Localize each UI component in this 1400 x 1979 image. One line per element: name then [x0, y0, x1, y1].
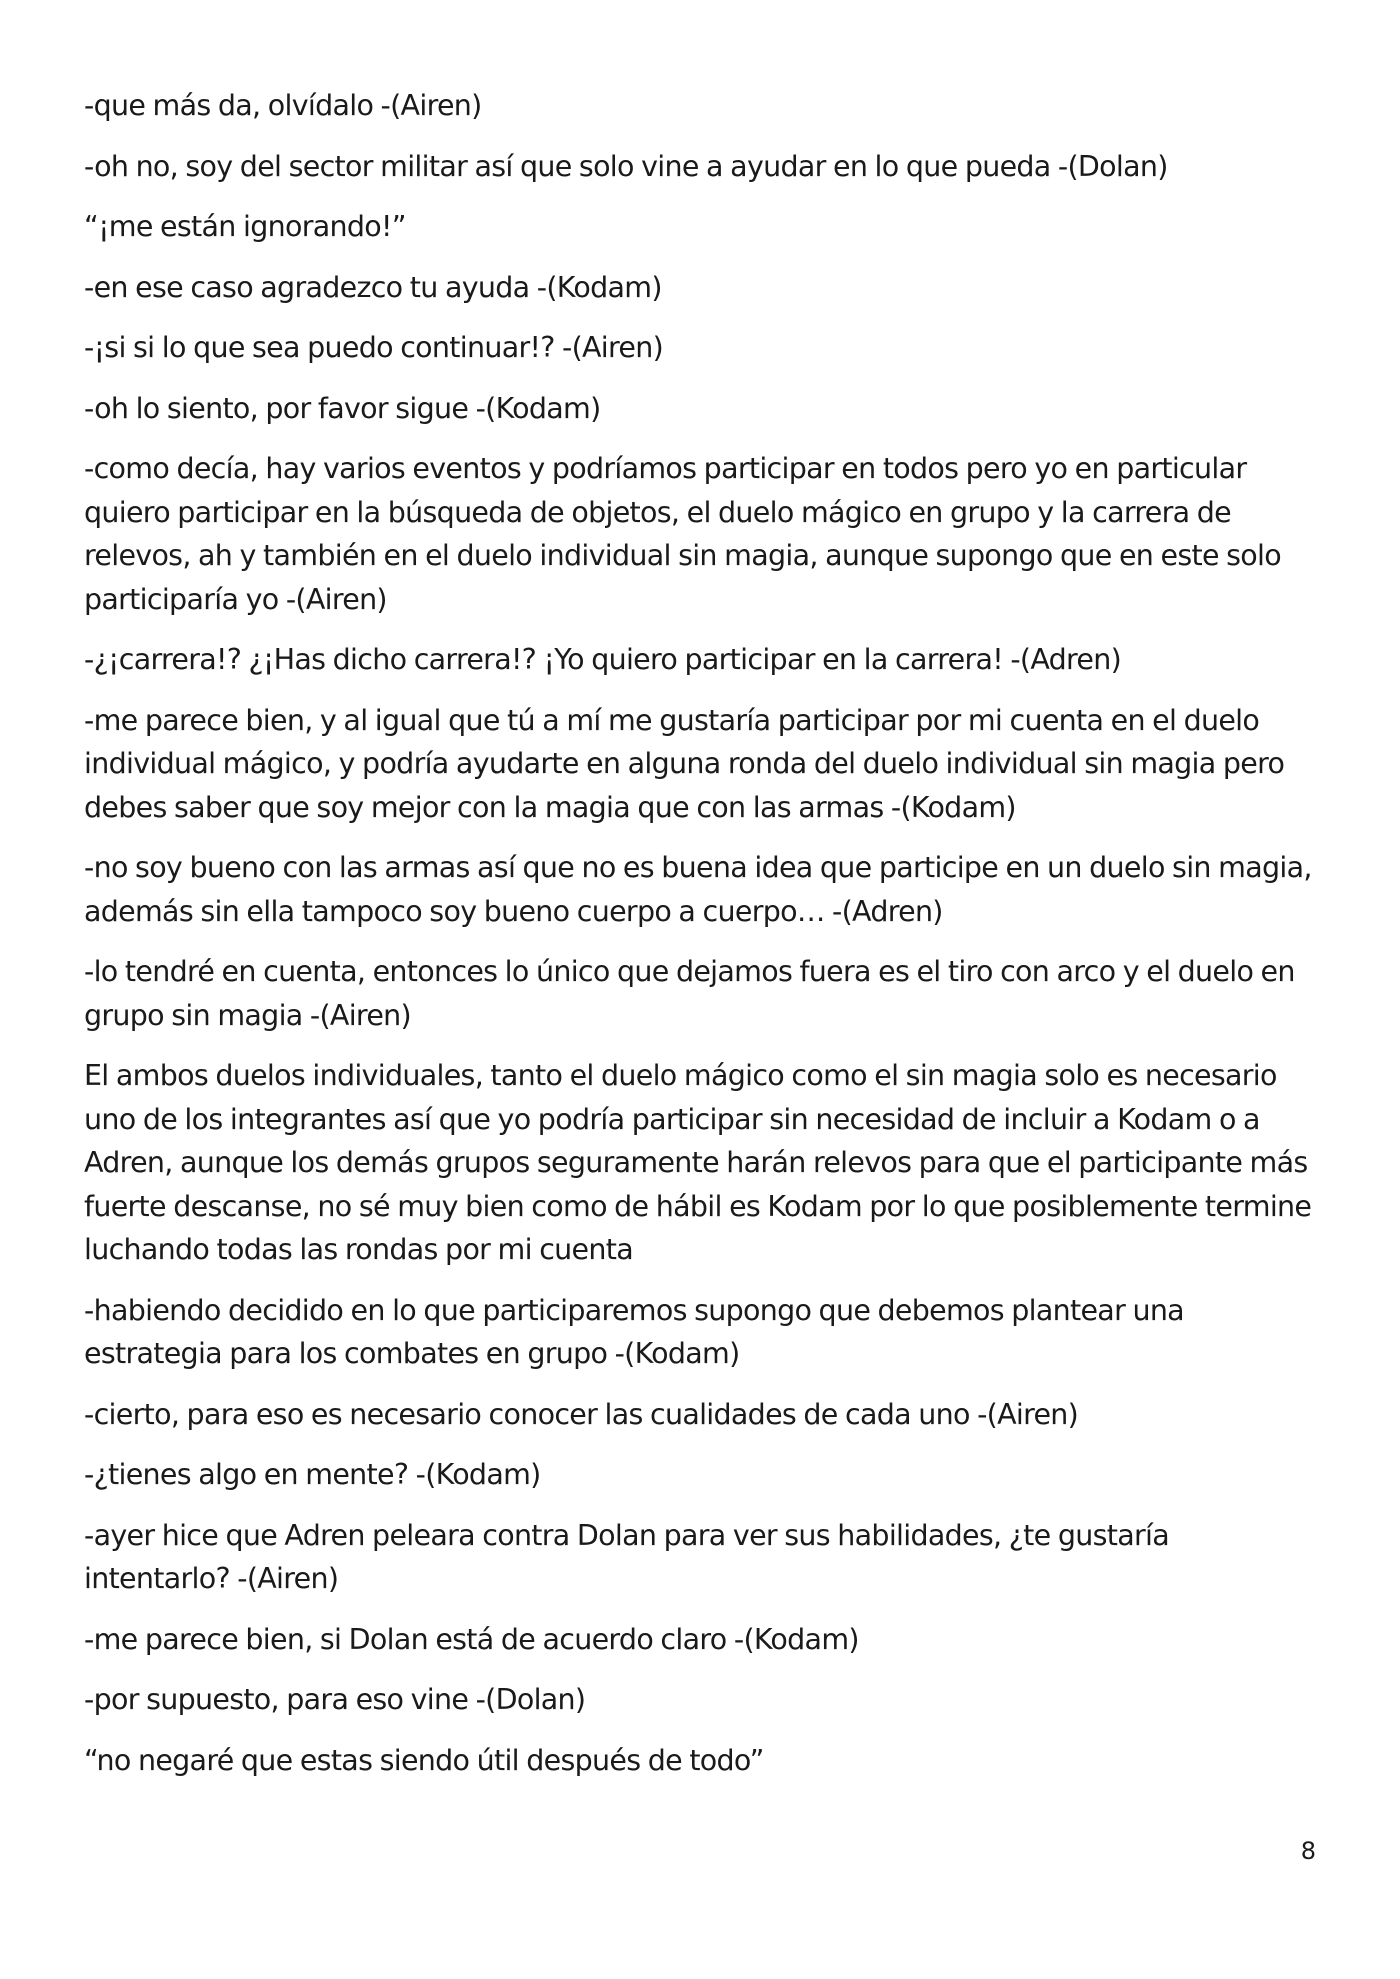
paragraph: -me parece bien, si Dolan está de acuerdo claro -(Kodam) — [84, 1622, 859, 1656]
paragraph: “¡me están ignorando!” — [84, 210, 406, 243]
page-number: 8 — [1300, 1837, 1316, 1865]
paragraph: -que más da, olvídalo -(Airen) — [84, 89, 482, 122]
page-body — [84, 84, 1316, 1799]
paragraph: -¿tienes algo en mente? -(Kodam) — [84, 1458, 541, 1491]
paragraph: -en ese caso agradezco tu ayuda -(Kodam) — [84, 270, 662, 304]
paragraph: -ayer hice que Adren peleara contra Dolan para ver sus habilidades, ¿te gustaría intentarlo? -(Airen) — [84, 1518, 1169, 1595]
paragraph: -como decía, hay varios eventos y podríamos participar en todos pero yo en particular quiero participar en la búsqueda de objetos, el duelo mágico en grupo y la carrera de relevos, ah y también en el duelo individual sin magia, aunque supongo que en este solo participaría yo -(Airen) — [84, 452, 1281, 616]
paragraph: -lo tendré en cuenta, entonces lo único que dejamos fuera es el tiro con arco y el duelo en grupo sin magia -(Airen) — [84, 955, 1295, 1032]
paragraph: -me parece bien, y al igual que tú a mí me gustaría participar por mi cuenta en el duelo individual mágico, y podría ayudarte en alguna ronda del duelo individual sin magia pero debes saber que soy mejor con la magia que con las armas -(Kodam) — [84, 703, 1285, 824]
paragraph: El ambos duelos individuales, tanto el duelo mágico como el sin magia solo es necesario uno de los integrantes así que yo podría participar sin necesidad de incluir a Kodam o a Adren, aunque los demás grupos seguramente harán relevos para que el participante más fuerte descanse, no sé muy bien como de hábil es Kodam por lo que posiblemente termine luchando todas las rondas por mi cuenta — [84, 1059, 1312, 1266]
paragraph: -¡si si lo que sea puedo continuar!? -(Airen) — [84, 331, 664, 364]
paragraph: -oh lo siento, por favor sigue -(Kodam) — [84, 391, 601, 425]
paragraph: -cierto, para eso es necesario conocer las cualidades de cada uno -(Airen) — [84, 1397, 1079, 1431]
paragraph: -no soy bueno con las armas así que no es buena idea que participe en un duelo sin magia, además sin ella tampoco soy bueno cuerpo a cuerpo… -(Adren) — [84, 851, 1312, 928]
paragraph: “no negaré que estas siendo útil después de todo” — [84, 1743, 764, 1777]
paragraph: -por supuesto, para eso vine -(Dolan) — [84, 1683, 586, 1716]
paragraph: -oh no, soy del sector militar así que solo vine a ayudar en lo que pueda -(Dolan) — [84, 149, 1168, 183]
paragraph: -¿¡carrera!? ¿¡Has dicho carrera!? ¡Yo quiero participar en la carrera! -(Adren) — [84, 643, 1122, 676]
paragraph: -habiendo decidido en lo que participaremos supongo que debemos plantear una estrategia para los combates en grupo -(Kodam) — [84, 1293, 1184, 1370]
